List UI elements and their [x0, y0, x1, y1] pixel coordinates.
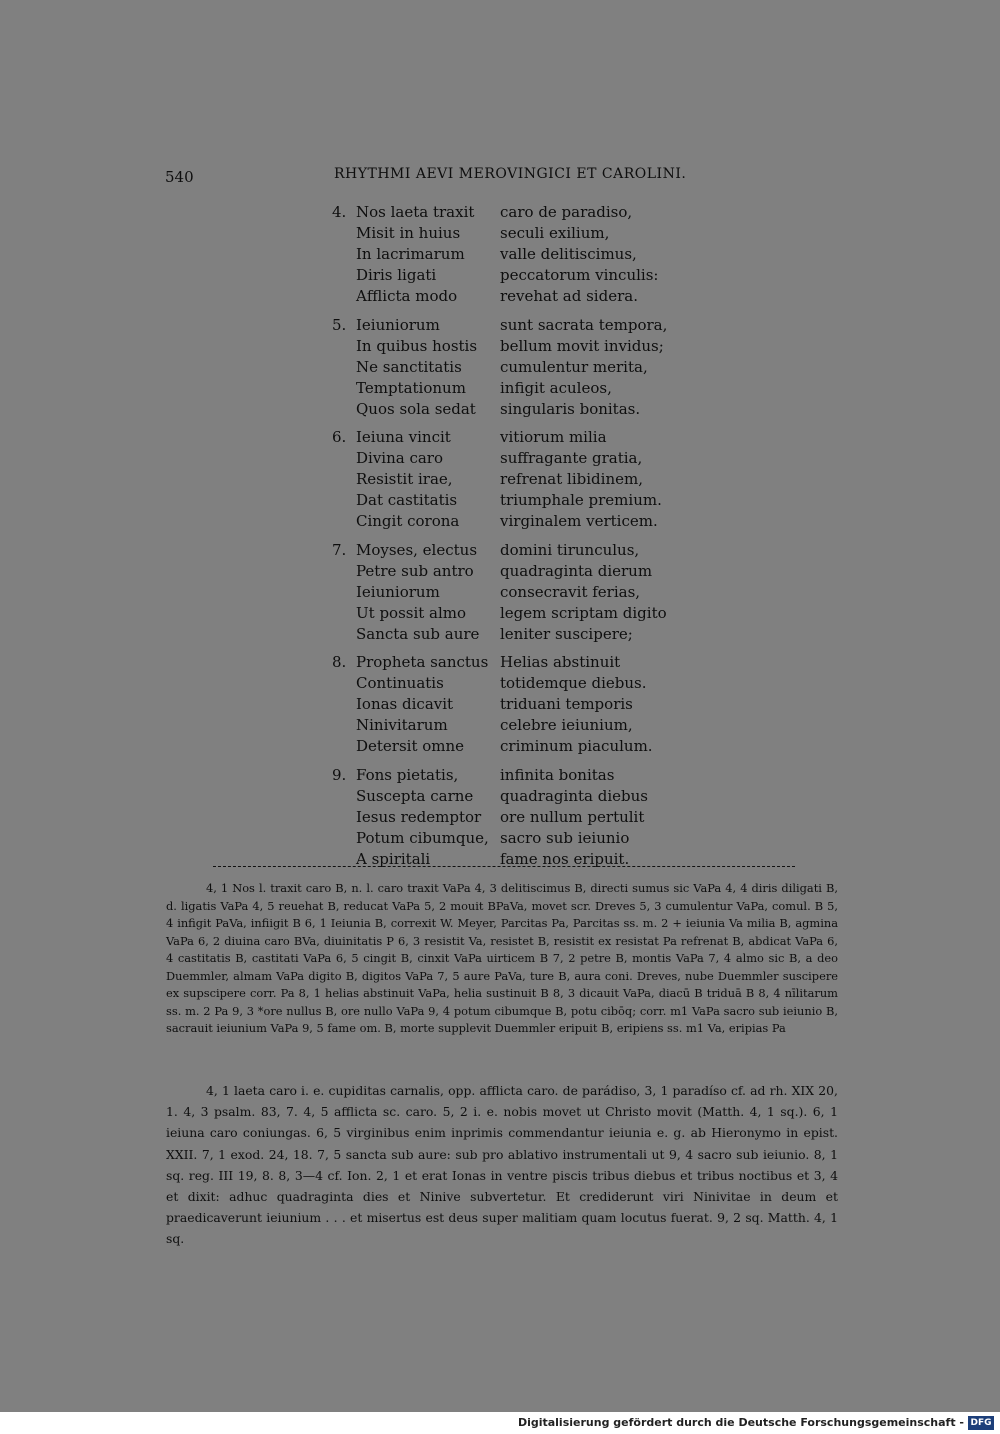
verse-line: [332, 265, 692, 286]
verse-second-half: fame nos eripuit.: [500, 849, 630, 868]
stanza-number: 7.: [332, 540, 347, 559]
stanza: [332, 652, 692, 757]
verse-line: [332, 448, 692, 469]
stanza: [332, 427, 692, 532]
verse-line: [332, 694, 692, 715]
verse-first-half: Iesus redemptor: [356, 807, 482, 826]
verse-second-half: leniter suscipere;: [500, 624, 633, 643]
verse-second-half: quadraginta dierum: [500, 561, 653, 580]
verse-second-half: Helias abstinuit: [500, 653, 621, 672]
verse-first-half: Ne sanctitatis: [356, 357, 462, 376]
verse-second-half: seculi exilium,: [500, 224, 610, 242]
verse-second-half: infinita bonitas: [500, 765, 615, 784]
verse-first-half: Ionas dicavit: [356, 695, 454, 714]
verse-first-half: Ieiuniorum: [356, 315, 440, 334]
poem: [332, 202, 692, 878]
verse-first-half: Divina caro: [356, 449, 444, 468]
verse-line: [332, 807, 692, 828]
verse-second-half: triumphale premium.: [500, 491, 662, 510]
stanza: [332, 315, 692, 420]
verse-line: [332, 561, 692, 582]
stanza-number: 4.: [332, 203, 347, 221]
verse-second-half: refrenat libidinem,: [500, 470, 643, 489]
verse-first-half: Petre sub antro: [356, 561, 474, 580]
stanza: [332, 202, 692, 307]
stanza-number: 6.: [332, 428, 347, 447]
verse-second-half: singularis bonitas.: [500, 399, 641, 418]
verse-first-half: Moyses, electus: [356, 540, 478, 559]
notes-text: 4, 1 laeta caro i. e. cupiditas carnalis, opp. afflicta caro. de parádiso, 3, 1 paradíso cf. ad rh. XIX 20, 1. 4, 3 psalm. 83, 7. 4, 5 afflicta sc. caro. 5, 2 i. e. nobis movet ut Christo movit (Matth. 4, 1 sq.). 6, 1 ieiuna caro coniungas. 6, 5 virginibus enim inprimis commendantur ieiunia e. g. ab Hieronymo in epist. XXII. 7, 1 exod. 24, 18. 7, 5 sancta sub aure: sub pro ablativo instrumentali ut 9, 4 sacro sub ieiunio. 8, 1 sq. reg. III 19, 8. 8, 3—4 cf. Ion. 2, 1 et erat Ionas in ventre piscis tribus diebus et tribus noctibus et 3, 4 et dixit: adhuc quadraginta dies et Ninive subvertetur. Et crediderunt viri Ninivitae in deum et praedicaverunt ieiunium . . . et misertus est deus super malitiam quam locutus fuerat. 9, 2 sq. Matth. 4, 1 sq.: [166, 1083, 838, 1247]
verse-second-half: legem scriptam digito: [500, 603, 667, 622]
verse-line: [332, 315, 692, 336]
verse-line: [332, 336, 692, 357]
verse-first-half: A spiritali: [356, 849, 431, 868]
footnote-rule: [213, 866, 795, 867]
verse-line: [332, 624, 692, 645]
stanza-number: [332, 469, 356, 490]
apparatus-text: 4, 1 Nos l. traxit caro B, n. l. caro traxit VaPa 4, 3 delitiscimus B, directi sumus sic VaPa 4, 4 diris diligati B, d. ligatis VaPa 4, 5 reuehat B, reducat VaPa 5, 2 mouit BPaVa, movet scr. Dreves 5, 3 cumulentur VaPa, comul. B 5, 4 infigit PaVa, infiigit B 6, 1 Ieiunia B, correxit W. Meyer, Parcitas Pa, Parcitas ss. m. 2 + ieiunia Va milia B, agmina VaPa 6, 2 diuina caro BVa, diuinitatis P 6, 3 resistit Va, resistet B, resistit ex resistat Pa refrenat B, abdicat VaPa 6, 4 castitatis B, castitati VaPa 6, 5 cingit B, cinxit VaPa uirticem B 7, 2 petre B, montis VaPa 7, 4 almo sic B, a deo Duemmler, almam VaPa digito B, digitos VaPa 7, 5 aure PaVa, ture B, aura coni. Dreves, nube Duemmler suscipere ex supscipere corr. Pa 8, 1 helias abstinuit VaPa, helia sustinuit B 8, 3 dicauit VaPa, diacū B triduā B 8, 4 nīlitarum ss. m. 2 Pa 9, 3 *ore nullus B, ore nullo VaPa 9, 4 potum cibumque B, potu cibōq; corr. m1 VaPa sacro sub ieiunio B, sacrauit ieiunium VaPa 9, 5 fame om. B, morte supplevit Duemmler eripuit B, eripiens ss. m1 Va, eripias Pa: [166, 881, 838, 1035]
stanza-number: 8.: [332, 653, 347, 672]
verse-second-half: virginalem verticem.: [500, 512, 658, 531]
stanza-number: [332, 715, 356, 736]
verse-line: [332, 427, 692, 448]
stanza: [332, 765, 692, 870]
dfg-logo: DFG: [968, 1416, 994, 1430]
verse-line: [332, 828, 692, 849]
verse-second-half: bellum movit invidus;: [500, 336, 664, 355]
verse-second-half: peccatorum vinculis:: [500, 266, 659, 284]
verse-first-half: Dat castitatis: [356, 491, 458, 510]
verse-second-half: celebre ieiunium,: [500, 716, 633, 735]
verse-first-half: Ieiuniorum: [356, 582, 440, 601]
verse-second-half: sacro sub ieiunio: [500, 828, 630, 847]
stanza-number: [332, 828, 356, 849]
stanza-number: [332, 511, 356, 532]
verse-second-half: cumulentur merita,: [500, 357, 648, 376]
verse-first-half: Ut possit almo: [356, 603, 467, 622]
stanza-number: [332, 286, 356, 307]
verse-line: [332, 469, 692, 490]
page-number: 540: [165, 168, 194, 186]
verse-second-half: infigit aculeos,: [500, 378, 612, 397]
running-head: RHYTHMI AEVI MEROVINGICI ET CAROLINI.: [334, 166, 687, 182]
verse-first-half: Misit in huius: [356, 224, 461, 242]
verse-first-half: Ninivitarum: [356, 716, 448, 735]
stanza-number: [332, 336, 356, 357]
stanza-number: [332, 736, 356, 757]
stanza-number: [332, 582, 356, 603]
verse-line: [332, 223, 692, 244]
footer-bar: [0, 1412, 1000, 1434]
stanza-number: 9.: [332, 765, 347, 784]
verse-line: [332, 652, 692, 673]
stanza-number: [332, 223, 356, 244]
critical-apparatus: [166, 880, 838, 1038]
stanza-number: [332, 603, 356, 624]
stanza-number: [332, 786, 356, 807]
verse-second-half: sunt sacrata tempora,: [500, 315, 668, 334]
stanza: [332, 540, 692, 645]
verse-second-half: domini tirunculus,: [500, 540, 640, 559]
verse-first-half: In quibus hostis: [356, 336, 478, 355]
stanza-number: 5.: [332, 315, 347, 334]
verse-first-half: Resistit irae,: [356, 470, 453, 489]
verse-second-half: valle delitiscimus,: [500, 245, 637, 263]
stanza-number: [332, 448, 356, 469]
verse-second-half: criminum piaculum.: [500, 737, 653, 756]
verse-line: [332, 736, 692, 757]
verse-line: [332, 715, 692, 736]
stanza-number: [332, 265, 356, 286]
verse-line: [332, 244, 692, 265]
verse-line: [332, 511, 692, 532]
verse-line: [332, 490, 692, 511]
verse-first-half: Propheta sanctus: [356, 653, 489, 672]
verse-line: [332, 786, 692, 807]
verse-line: [332, 582, 692, 603]
verse-first-half: Afflicta modo: [356, 287, 458, 305]
verse-first-half: Nos laeta traxit: [356, 203, 475, 221]
stanza-number: [332, 624, 356, 645]
verse-second-half: revehat ad sidera.: [500, 287, 638, 305]
commentary-notes: [166, 1080, 838, 1250]
verse-first-half: In lacrimarum: [356, 245, 465, 263]
verse-second-half: triduani temporis: [500, 695, 633, 714]
verse-first-half: Sancta sub aure: [356, 624, 480, 643]
verse-second-half: caro de paradiso,: [500, 203, 633, 221]
verse-line: [332, 357, 692, 378]
verse-first-half: Potum cibumque,: [356, 828, 489, 847]
verse-first-half: Quos sola sedat: [356, 399, 476, 418]
verse-second-half: suffragante gratia,: [500, 449, 643, 468]
verse-line: [332, 540, 692, 561]
verse-second-half: quadraginta diebus: [500, 786, 648, 805]
stanza-number: [332, 561, 356, 582]
stanza-number: [332, 807, 356, 828]
verse-second-half: vitiorum milia: [500, 428, 607, 447]
stanza-number: [332, 399, 356, 420]
verse-second-half: totidemque diebus.: [500, 674, 647, 693]
verse-second-half: consecravit ferias,: [500, 582, 641, 601]
verse-second-half: ore nullum pertulit: [500, 807, 645, 826]
stanza-number: [332, 673, 356, 694]
verse-line: [332, 765, 692, 786]
verse-first-half: Fons pietatis,: [356, 765, 459, 784]
stanza-number: [332, 694, 356, 715]
footer-text: Digitalisierung gefördert durch die Deutsche Forschungsgemeinschaft -: [517, 1416, 964, 1429]
verse-first-half: Diris ligati: [356, 266, 437, 284]
verse-line: [332, 286, 692, 307]
verse-line: [332, 673, 692, 694]
verse-first-half: Cingit corona: [356, 512, 460, 531]
verse-first-half: Temptationum: [356, 378, 466, 397]
verse-line: [332, 202, 692, 223]
verse-first-half: Ieiuna vincit: [356, 428, 451, 447]
verse-line: [332, 603, 692, 624]
stanza-number: [332, 378, 356, 399]
stanza-number: [332, 357, 356, 378]
stanza-number: [332, 490, 356, 511]
verse-line: [332, 399, 692, 420]
stanza-number: [332, 244, 356, 265]
verse-first-half: Continuatis: [356, 674, 444, 693]
verse-first-half: Detersit omne: [356, 737, 465, 756]
verse-line: [332, 378, 692, 399]
verse-first-half: Suscepta carne: [356, 786, 474, 805]
